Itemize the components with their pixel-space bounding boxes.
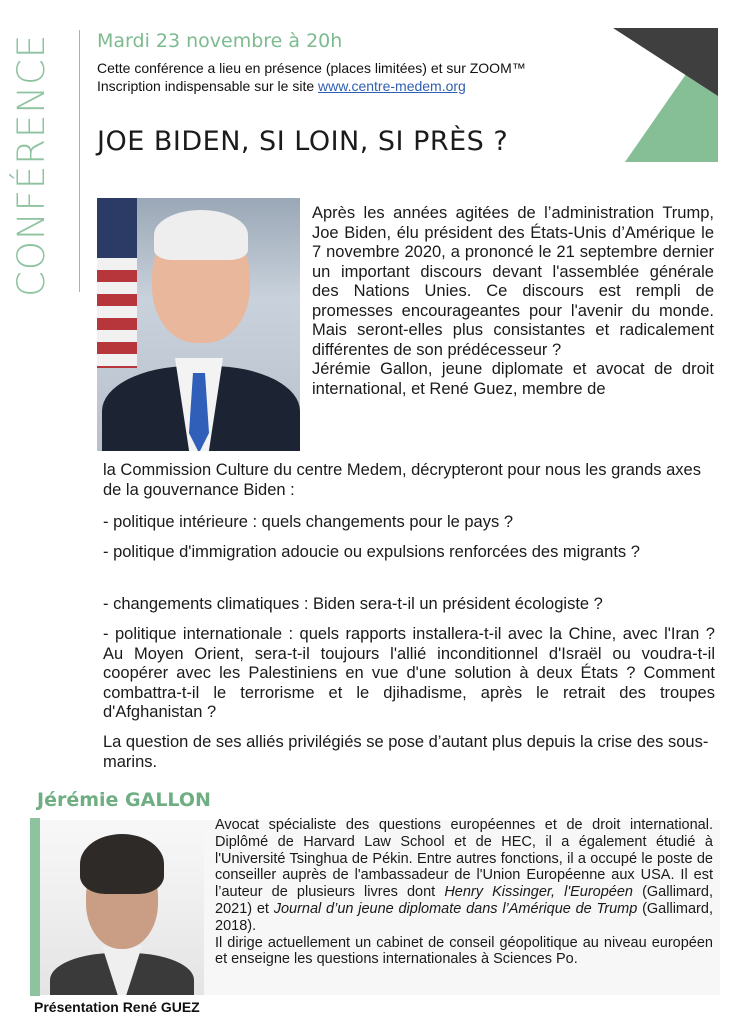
speaker-panel-accent — [30, 818, 40, 996]
event-date: Mardi 23 novembre à 20h — [97, 30, 343, 52]
bio-text-1: Avocat spécialiste des questions européennes et de droit international. Diplômé de Harvard Law School et de HEC, il a également étudié à l'Université Tsinghua de Pékin. Entre autres fonctions, il a occupé le poste de conseiller auprès de l'ambassadeur de l'Union Européenne aux USA. Il est l’auteur de plusieurs livres dont — [215, 817, 713, 901]
registration-line — [97, 77, 526, 95]
dark-triangle-decoration — [613, 28, 718, 96]
website-link[interactable]: www.centre-medem.org — [318, 78, 466, 94]
book-title-kissinger: Henry Kissinger, l'Européen — [444, 884, 633, 901]
closing-paragraph: La question de ses alliés privilégiés se pose d’autant plus depuis la crise des sous-marins. — [103, 733, 709, 771]
bio-text-2: (Gallimard, 2021) et — [215, 884, 713, 917]
speaker-name: Jérémie GALLON — [37, 789, 211, 811]
event-format-line: Cette conférence a lieu en présence (places limitées) et sur ZOOM™ — [97, 60, 526, 76]
registration-text: Inscription indispensable sur le site — [97, 78, 319, 94]
bio-text-3: (Gallimard, 2018). — [215, 900, 713, 934]
speaker-bio — [215, 817, 713, 968]
gallon-portrait — [40, 828, 204, 995]
vertical-conference-label: CONFÉRENCE — [10, 33, 53, 297]
bullet-domestic: - politique intérieure : quels changements pour le pays ? — [103, 513, 513, 531]
biden-portrait — [97, 198, 300, 451]
event-info — [97, 59, 526, 95]
bullet-immigration: - politique d'immigration adoucie ou expulsions renforcées des migrants ? — [103, 543, 640, 561]
bullet-climate: - changements climatiques : Biden sera-t-il un président écologiste ? — [103, 595, 603, 613]
portrait-hair — [80, 834, 164, 894]
portrait-hair — [154, 210, 248, 260]
bullet-international: - politique internationale : quels rapports installera-t-il avec la Chine, avec l'Iran ? Au Moyen Orient, sera-t-il toujours l'allié inconditionnel d'Israël ou voudra-t-il coopérer avec les Palestiniens en vue d'une solution à deux États ? Comment combattra-t-il le terrorisme et le djihadisme, après le retrait des troupes d'Afghanistan ? — [103, 625, 715, 721]
presenter-credit: Présentation René GUEZ — [34, 999, 200, 1015]
bio-text-4: Il dirige actuellement un cabinet de conseil géopolitique au niveau européen et enseigne les questions internationales à Sciences Po. — [215, 934, 713, 968]
vertical-divider — [79, 30, 80, 292]
flag-canton — [97, 198, 137, 258]
paragraph-context: Après les années agitées de l’administration Trump, Joe Biden, élu président des États-Unis d’Amérique le 7 novembre 2020, a prononcé le 21 septembre dernier un important discours devant l'assemblée générale des Nations Unies. Ce discours est rempli de promesses encourageantes pour l'avenir du monde. Mais seront-elles plus consistantes et radicalement différentes de son prédécesseur ? — [312, 204, 714, 359]
page-title: JOE BIDEN, SI LOIN, SI PRÈS ? — [97, 126, 509, 157]
paragraph-speakers-end: la Commission Culture du centre Medem, décrypteront pour nous les grands axes de la gouvernance Biden : — [103, 461, 701, 499]
book-title-journal: Journal d’un jeune diplomate dans l’Amérique de Trump — [273, 900, 638, 917]
paragraph-speakers-start: Jérémie Gallon, jeune diplomate et avocat de droit international, et René Guez, membre de — [312, 360, 714, 398]
intro-paragraph-block — [312, 204, 714, 399]
